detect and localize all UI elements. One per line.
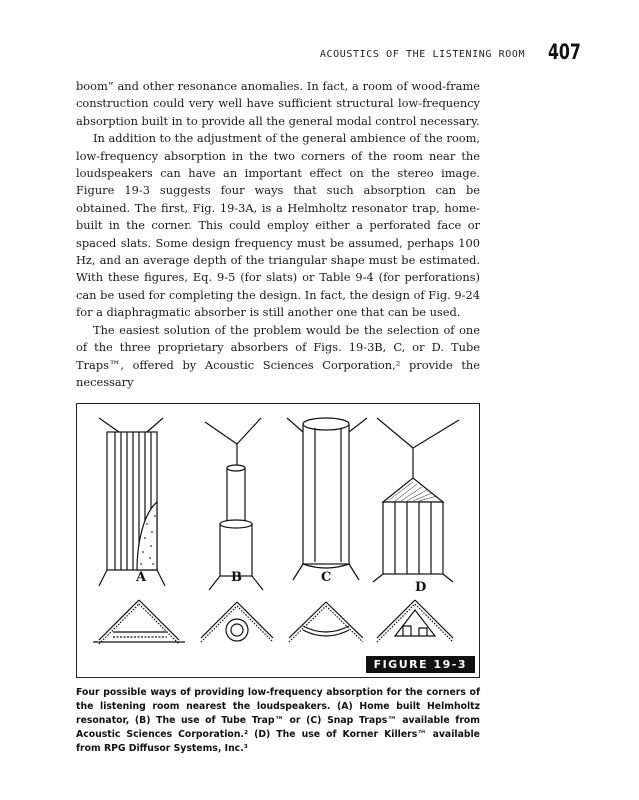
plan-view-a <box>93 600 185 644</box>
figure-caption: Four possible ways of providing low-frequency absorption for the corners of the listening room nearest the loudspeakers. (A) Home built Helmholtz resonator, (B) The use of Tube Trap™ or (C) Snap Traps™ available from Acoustic Sciences Corporation.² (D) The use of Korner Killers™ available from RPG Diffusor Systems, Inc.³ <box>76 687 480 754</box>
figure-illustration <box>77 404 481 679</box>
part-label-b: B <box>231 570 242 585</box>
part-label-c: C <box>321 570 332 585</box>
plan-view-c <box>289 602 363 642</box>
paragraph-2: In addition to the adjustment of the general ambience of the room, low-frequency absorption in the two corners of the room near the loudspeakers can have an important effect on the stereo image. Figure 19-3 suggests four ways that such absorption can be obtained. The first, Fig. 19-3A, is a Helmholtz resonator trap, home-built in the corner. This could employ either a perforated face or spaced slats. Some design frequency must be assumed, perhaps 100 Hz, and an average depth of the triangular shape must be estimated. With these figures, Eq. 9-5 (for slats) or Table 9-4 (for perforations) can be used for completing the design. In fact, the design of Fig. 9-24 for a diaphragmatic absorber is still another one that can be used. <box>76 131 480 320</box>
panel-c-elevation <box>287 418 367 580</box>
paragraph-3: The easiest solution of the problem would be the selection of one of the three proprietary absorbers of Figs. 19-3B, C, or D. Tube Traps™, offered by Acoustic Sciences Corporation,² provide the necessary <box>76 322 480 389</box>
part-label-a: A <box>136 570 147 585</box>
page-number: 407 <box>548 40 581 64</box>
panel-d-elevation <box>373 418 459 582</box>
body-text <box>76 78 480 391</box>
panel-a-elevation <box>99 418 165 586</box>
figure-19-3 <box>76 403 480 678</box>
figure-label: FIGURE 19-3 <box>366 656 475 673</box>
plan-view-b <box>201 602 273 642</box>
plan-view-d <box>377 600 453 642</box>
paragraph-1: boom” and other resonance anomalies. In fact, a room of wood-frame construction could very well have sufficient structural low-frequency absorption built in to provide all the general modal control necessary. <box>76 79 480 128</box>
panel-b-elevation <box>205 418 263 590</box>
page-header <box>76 38 581 66</box>
running-title: ACOUSTICS OF THE LISTENING ROOM <box>319 48 526 60</box>
part-label-d: D <box>415 580 427 595</box>
